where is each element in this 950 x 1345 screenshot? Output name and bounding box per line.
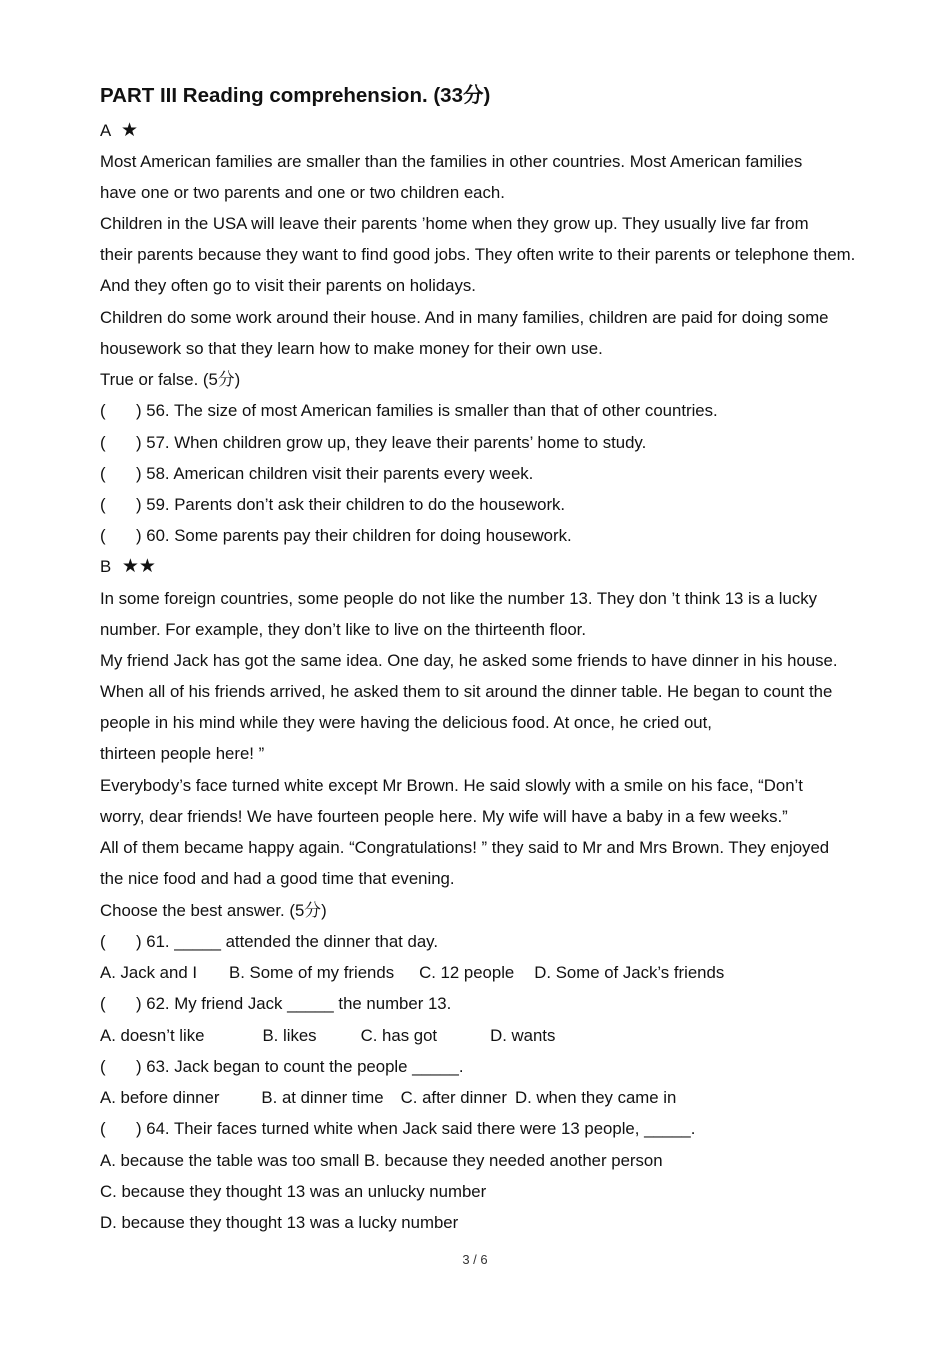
- question-60: [100, 525, 572, 547]
- question-62: [100, 993, 451, 1015]
- passage-a-line: their parents because they want to find good jobs. They often write to their parents or telephone them.: [100, 245, 856, 264]
- option-b[interactable]: B. at dinner time: [261, 1088, 384, 1107]
- question-62-options: [100, 1025, 555, 1047]
- question-64: [100, 1118, 695, 1140]
- question-text: ) 64. Their faces turned white when Jack said there were 13 people, _____.: [136, 1119, 696, 1138]
- question-64-option-d[interactable]: D. because they thought 13 was a lucky number: [100, 1213, 459, 1232]
- passage-a-line: And they often go to visit their parents on holidays.: [100, 276, 476, 295]
- answer-blank[interactable]: (: [100, 1057, 106, 1076]
- question-text: ) 59. Parents don’t ask their children to do the housework.: [136, 495, 566, 514]
- question-text: ) 63. Jack began to count the people _____.: [136, 1057, 464, 1076]
- question-text: ) 60. Some parents pay their children for doing housework.: [136, 526, 572, 545]
- page-number: 3 / 6: [462, 1252, 488, 1267]
- answer-blank[interactable]: (: [100, 495, 106, 514]
- option-b[interactable]: B. likes: [262, 1026, 317, 1045]
- passage-b-line: people in his mind while they were having the delicious food. At once, he cried out,: [100, 713, 712, 732]
- passage-a-line: Most American families are smaller than the families in other countries. Most American families: [100, 152, 803, 171]
- option-d[interactable]: D. wants: [490, 1026, 556, 1045]
- passage-b-line: All of them became happy again. “Congratulations! ” they said to Mr and Mrs Brown. They enjoyed: [100, 838, 830, 857]
- passage-b-line: worry, dear friends! We have fourteen people here. My wife will have a baby in a few weeks.”: [100, 807, 788, 826]
- option-c[interactable]: C. 12 people: [419, 963, 515, 982]
- option-c[interactable]: C. has got: [360, 1026, 438, 1045]
- instruction-multiple-choice: Choose the best answer. (5分): [100, 901, 327, 920]
- passage-b-line: Everybody’s face turned white except Mr Brown. He said slowly with a smile on his face, “Don’t: [100, 776, 803, 795]
- question-text: ) 58. American children visit their parents every week.: [136, 464, 534, 483]
- answer-blank[interactable]: (: [100, 401, 106, 420]
- section-a-label: [100, 120, 138, 142]
- section-a-letter: A: [100, 121, 111, 140]
- option-b[interactable]: B. Some of my friends: [229, 963, 395, 982]
- option-a[interactable]: A. doesn’t like: [100, 1026, 205, 1045]
- answer-blank[interactable]: (: [100, 464, 106, 483]
- answer-blank[interactable]: (: [100, 433, 106, 452]
- answer-blank[interactable]: (: [100, 932, 106, 951]
- section-b-label: [100, 556, 156, 578]
- question-59: [100, 494, 565, 516]
- answer-blank[interactable]: (: [100, 526, 106, 545]
- option-a[interactable]: A. before dinner: [100, 1088, 220, 1107]
- section-heading: PART III Reading comprehension. (33分): [100, 84, 491, 107]
- question-64-option-ab[interactable]: A. because the table was too small B. because they needed another person: [100, 1151, 663, 1170]
- question-61-options: [100, 962, 724, 984]
- question-58: [100, 463, 533, 485]
- option-a[interactable]: A. Jack and I: [100, 963, 198, 982]
- option-d[interactable]: D. Some of Jack’s friends: [534, 963, 725, 982]
- question-61: [100, 931, 438, 953]
- question-63: [100, 1056, 463, 1078]
- question-57: [100, 432, 646, 454]
- passage-b-line: When all of his friends arrived, he asked them to sit around the dinner table. He began to count the: [100, 682, 833, 701]
- question-text: ) 61. _____ attended the dinner that day.: [136, 932, 438, 951]
- passage-a-line: have one or two parents and one or two children each.: [100, 183, 505, 202]
- question-text: ) 62. My friend Jack _____ the number 13.: [136, 994, 452, 1013]
- answer-blank[interactable]: (: [100, 1119, 106, 1138]
- option-d[interactable]: D. when they came in: [514, 1088, 677, 1107]
- passage-b-line: number. For example, they don’t like to live on the thirteenth floor.: [100, 620, 586, 639]
- section-b-letter: B: [100, 557, 112, 576]
- instruction-true-false: True or false. (5分): [100, 370, 241, 389]
- passage-a-line: Children in the USA will leave their parents ’home when they grow up. They usually live far from: [100, 214, 809, 233]
- passage-a-line: housework so that they learn how to make money for their own use.: [100, 339, 603, 358]
- passage-b-line: In some foreign countries, some people do not like the number 13. They don ’t think 13 is a lucky: [100, 589, 818, 608]
- question-63-options: [100, 1087, 676, 1109]
- answer-blank[interactable]: (: [100, 994, 106, 1013]
- question-56: [100, 400, 718, 422]
- difficulty-stars-icon: ★★: [121, 556, 156, 577]
- passage-b-line: thirteen people here! ”: [100, 744, 265, 763]
- question-64-option-c[interactable]: C. because they thought 13 was an unlucky number: [100, 1182, 487, 1201]
- passage-b-line: My friend Jack has got the same idea. One day, he asked some friends to have dinner in his house.: [100, 651, 838, 670]
- question-text: ) 56. The size of most American families is smaller than that of other countries.: [136, 401, 718, 420]
- passage-b-line: the nice food and had a good time that evening.: [100, 869, 455, 888]
- option-c[interactable]: C. after dinner: [400, 1088, 507, 1107]
- passage-a-line: Children do some work around their house. And in many families, children are paid for doing some: [100, 308, 829, 327]
- difficulty-star-icon: ★: [120, 120, 138, 141]
- question-text: ) 57. When children grow up, they leave their parents’ home to study.: [136, 433, 647, 452]
